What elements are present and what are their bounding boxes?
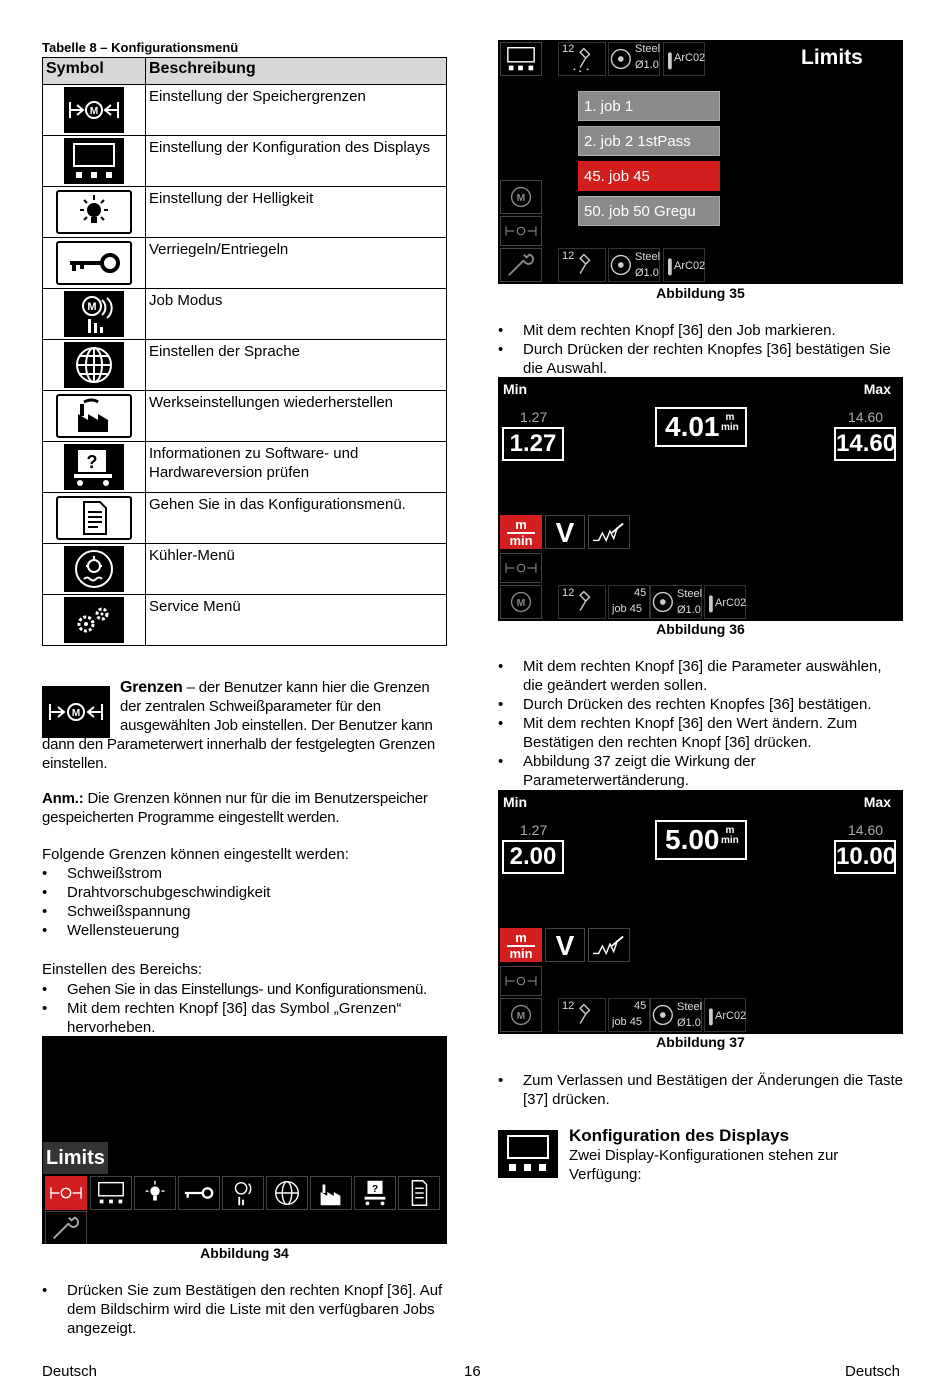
table-caption: Tabelle 8 – Konfigurationsmenü xyxy=(42,40,239,55)
voltage-label: V xyxy=(555,930,575,961)
job-number: 45 xyxy=(634,587,647,599)
max-label: Max xyxy=(863,381,891,397)
material-label: Steel xyxy=(635,251,661,263)
display-config-icon xyxy=(500,42,542,76)
table-row-text: Einstellung der Konfiguration des Displays xyxy=(146,136,447,187)
list-item: • Mit dem rechten Knopf [36] den Wert ändern. Zum Bestätigen den rechten Knopf [36] drücken. xyxy=(498,714,903,752)
table-row xyxy=(43,187,447,238)
gas-label: ArC02 xyxy=(674,260,706,272)
limits-label: Limits xyxy=(43,1142,108,1174)
memory-icon xyxy=(500,585,542,619)
status-number: 12 xyxy=(562,587,575,599)
col-symbol: Symbol xyxy=(43,58,146,85)
table-row xyxy=(43,493,447,544)
torch-icon xyxy=(558,585,606,619)
limits-note xyxy=(42,789,447,827)
min-value[interactable]: 2.00 xyxy=(502,840,564,874)
center-value-box[interactable] xyxy=(655,820,747,860)
gas-label: ArC02 xyxy=(715,597,747,609)
factory-icon xyxy=(56,394,132,438)
wave-control-icon[interactable] xyxy=(588,928,630,962)
torch-icon xyxy=(558,42,606,76)
min-small-value: 1.27 xyxy=(520,409,548,425)
limits-intro xyxy=(42,678,447,773)
table-row-text: Verriegeln/Entriegeln xyxy=(146,238,447,289)
voltage-icon[interactable] xyxy=(545,515,585,549)
job-list-item[interactable]: 2. job 2 1stPass xyxy=(578,126,720,156)
limits-icon xyxy=(64,87,124,133)
unit-top: m xyxy=(725,825,735,836)
info-icon[interactable] xyxy=(354,1176,396,1210)
center-value: 5.00 xyxy=(665,824,720,855)
limits-icon[interactable] xyxy=(45,1176,87,1210)
list-item: • Mit dem rechten Knopf [36] das Symbol „Grenzen“ hervorheben. xyxy=(42,999,447,1037)
display-config-icon[interactable] xyxy=(90,1176,132,1210)
table-row-text: Gehen Sie in das Konfigurationsmenü. xyxy=(146,493,447,544)
figure-36-caption: Abbildung 36 xyxy=(656,621,745,637)
after-fig34-steps xyxy=(42,1281,447,1338)
wfs-unit-bottom: min xyxy=(507,532,535,548)
gas-label: ArC02 xyxy=(674,52,706,64)
footer-right: Deutsch xyxy=(845,1363,901,1380)
job-mode-icon xyxy=(64,291,124,337)
material-label: Steel xyxy=(635,43,661,55)
job-name: job 45 xyxy=(612,603,642,615)
limits-title: Grenzen xyxy=(120,679,183,696)
table-row xyxy=(43,544,447,595)
list-item: • Wellensteuerung xyxy=(42,921,447,940)
list-item: • Abbildung 37 zeigt die Wirkung der Parameterwertänderung. xyxy=(498,752,903,790)
max-value[interactable]: 10.00 xyxy=(834,840,896,874)
after-fig37-steps xyxy=(498,1071,903,1109)
svg-text:M: M xyxy=(516,597,526,609)
gas-label: ArC02 xyxy=(715,1010,747,1022)
figure-35-caption: Abbildung 35 xyxy=(656,285,745,301)
display-config-title: Konfiguration des Displays xyxy=(569,1126,790,1145)
table-row-text: Werkseinstellungen wiederherstellen xyxy=(146,391,447,442)
cooler-icon xyxy=(64,546,124,592)
diameter-label: Ø1.0 xyxy=(635,267,659,279)
wfs-unit-top: m xyxy=(515,517,527,532)
svg-text:M: M xyxy=(71,708,81,719)
min-label: Min xyxy=(503,381,528,397)
table-row xyxy=(43,442,447,493)
wfs-unit-icon[interactable] xyxy=(500,515,542,549)
svg-text:M: M xyxy=(516,192,526,204)
unit-top: m xyxy=(725,412,735,423)
list-item: • Mit dem rechten Knopf [36] die Parameter auswählen, die geändert werden sollen. xyxy=(498,657,903,695)
screen-title: Limits xyxy=(801,46,863,69)
wave-control-icon[interactable] xyxy=(588,515,630,549)
figure-34-screen xyxy=(42,1036,447,1244)
globe-icon xyxy=(64,342,124,388)
job-list-item[interactable]: 1. job 1 xyxy=(578,91,720,121)
svg-text:M: M xyxy=(516,1010,526,1022)
wfs-unit-icon[interactable] xyxy=(500,928,542,962)
job-name: job 45 xyxy=(612,1016,642,1028)
torch-icon xyxy=(558,248,606,282)
after-fig35-steps xyxy=(498,321,903,378)
table-row-text: Job Modus xyxy=(146,289,447,340)
info-icon xyxy=(64,444,124,490)
document-icon xyxy=(56,496,132,540)
min-label: Min xyxy=(503,794,528,810)
svg-text:M: M xyxy=(89,106,99,117)
figure-34-caption: Abbildung 34 xyxy=(200,1245,289,1261)
list-item: • Mit dem rechten Knopf [36] den Job markieren. xyxy=(498,321,903,340)
status-number: 12 xyxy=(562,43,575,55)
voltage-label: V xyxy=(555,517,575,548)
range-steps xyxy=(42,980,447,1037)
config-menu-table xyxy=(42,57,447,646)
max-value[interactable]: 14.60 xyxy=(834,427,896,461)
unit-bottom: min xyxy=(721,835,739,846)
wrench-icon xyxy=(500,248,542,282)
wfs-unit-bottom: min xyxy=(507,945,535,961)
limits-icon xyxy=(500,216,542,246)
range-intro: Einstellen des Bereichs: xyxy=(42,961,203,978)
after-fig36-steps xyxy=(498,657,903,790)
col-description: Beschreibung xyxy=(146,58,447,85)
svg-text:?: ? xyxy=(371,1184,379,1196)
list-item: • Durch Drücken der rechten Knopfes [36] bestätigen Sie die Auswahl. xyxy=(498,340,903,378)
limits-icon xyxy=(500,553,542,583)
display-config-text: Zwei Display-Konfigurationen stehen zur Verfügung: xyxy=(569,1147,839,1183)
list-item: • Schweißstrom xyxy=(42,864,447,883)
memory-icon xyxy=(500,998,542,1032)
status-number: 12 xyxy=(562,1000,575,1012)
figure-36-screen xyxy=(498,377,903,621)
table-row xyxy=(43,85,447,136)
brightness-icon[interactable] xyxy=(134,1176,176,1210)
svg-text:M: M xyxy=(87,301,97,313)
wfs-unit-top: m xyxy=(515,930,527,945)
table-row xyxy=(43,595,447,646)
table-row-text: Einstellen der Sprache xyxy=(146,340,447,391)
max-small-value: 14.60 xyxy=(848,822,884,838)
list-item: • Durch Drücken des rechten Knopfes [36] bestätigen. xyxy=(498,695,903,714)
table-row-text: Service Menü xyxy=(146,595,447,646)
list-item: • Drahtvorschubgeschwindigkeit xyxy=(42,883,447,902)
material-label: Steel xyxy=(677,1001,703,1013)
voltage-icon[interactable] xyxy=(545,928,585,962)
note-text: Die Grenzen können nur für die im Benutzerspeicher gespeicherten Programme eingestellt werden. xyxy=(42,790,428,826)
center-value-box[interactable] xyxy=(655,407,747,447)
figure-37-caption: Abbildung 37 xyxy=(656,1034,745,1050)
material-label: Steel xyxy=(677,588,703,600)
job-list-item[interactable]: 50. job 50 Gregu xyxy=(578,196,720,226)
max-small-value: 14.60 xyxy=(848,409,884,425)
table-row-text: Einstellung der Speichergrenzen xyxy=(146,85,447,136)
table-row xyxy=(43,289,447,340)
min-small-value: 1.27 xyxy=(520,822,548,838)
limits-list xyxy=(42,864,447,940)
key-icon xyxy=(56,241,132,285)
table-row-text: Kühler-Menü xyxy=(146,544,447,595)
factory-icon[interactable] xyxy=(310,1176,352,1210)
limits-icon xyxy=(500,966,542,996)
diameter-label: Ø1.0 xyxy=(677,604,701,616)
table-row xyxy=(43,391,447,442)
status-number: 12 xyxy=(562,250,575,262)
list-item: • Schweißspannung xyxy=(42,902,447,921)
torch-icon xyxy=(558,998,606,1032)
limits-list-intro: Folgende Grenzen können eingestellt werden: xyxy=(42,846,349,863)
max-label: Max xyxy=(863,794,891,810)
list-item: • Drücken Sie zum Bestätigen den rechten Knopf [36]. Auf dem Bildschirm wird die Liste mit den verfügbaren Jobs angezeigt. xyxy=(42,1281,447,1338)
figure-37-screen xyxy=(498,790,903,1034)
display-config-icon xyxy=(64,138,124,184)
diameter-label: Ø1.0 xyxy=(635,59,659,71)
table-row-text: Informationen zu Software- und Hardwareversion prüfen xyxy=(146,442,447,493)
footer-left: Deutsch xyxy=(42,1363,98,1380)
unit-bottom: min xyxy=(721,422,739,433)
table-row xyxy=(43,136,447,187)
job-mode-icon xyxy=(500,180,542,214)
table-row-text: Einstellung der Helligkeit xyxy=(146,187,447,238)
note-label: Anm.: xyxy=(42,790,84,807)
list-item: • Gehen Sie in das Einstellungs- und Konfigurationsmenü. xyxy=(42,980,447,999)
diameter-label: Ø1.0 xyxy=(677,1017,701,1029)
job-number: 45 xyxy=(634,1000,647,1012)
table-row xyxy=(43,340,447,391)
min-value[interactable]: 1.27 xyxy=(502,427,564,461)
svg-text:?: ? xyxy=(86,452,98,472)
job-list-item-selected[interactable]: 45. job 45 xyxy=(578,161,720,191)
wrench-icon[interactable] xyxy=(45,1211,87,1244)
key-icon[interactable] xyxy=(178,1176,220,1210)
list-item: • Zum Verlassen und Bestätigen der Änderungen die Taste [37] drücken. xyxy=(498,1071,903,1109)
document-icon[interactable] xyxy=(398,1176,440,1210)
job-mode-icon[interactable] xyxy=(222,1176,264,1210)
limits-intro-text: – der Benutzer kann hier die Grenzen der zentralen Schweißparameter für den ausgewählten Job einstellen. Der Benutzer kann dann den Parameterwert innerhalb der festgelegten Grenzen einstellen. xyxy=(42,679,436,772)
globe-icon[interactable] xyxy=(266,1176,308,1210)
display-config-section-icon xyxy=(498,1130,558,1178)
page-number: 16 xyxy=(464,1363,481,1380)
gears-icon xyxy=(64,597,124,643)
center-value: 4.01 xyxy=(665,411,720,442)
brightness-icon xyxy=(56,190,132,234)
table-row xyxy=(43,238,447,289)
